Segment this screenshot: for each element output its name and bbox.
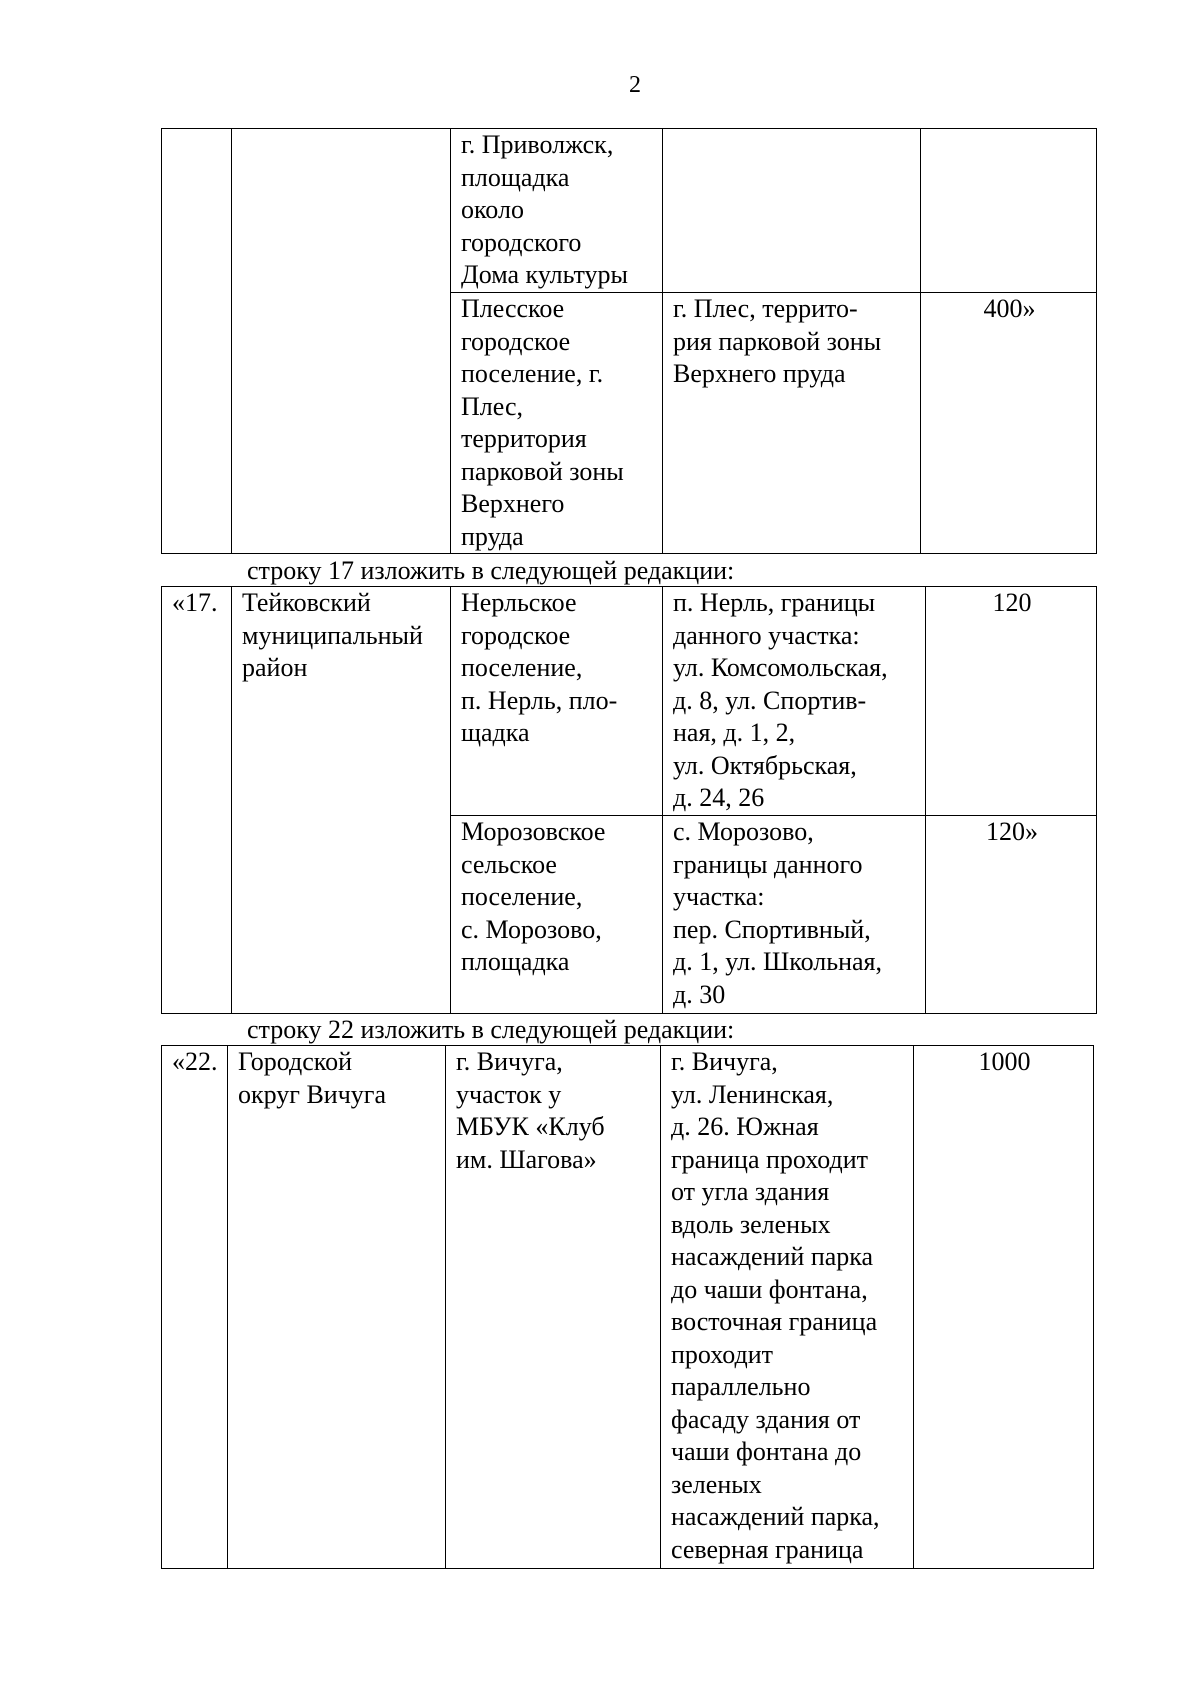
row-number-cell: «17.	[162, 587, 232, 1014]
district-cell: Тейковский муниципальный район	[232, 587, 451, 1014]
boundaries-cell: г. Вичуга, ул. Ленинская, д. 26. Южная граница проходит от угла здания вдоль зеленых насаждений парка до чаши фонтана, восточная граница проходит параллельно фасаду здания от чаши фонтана до зеленых насаждений парка, северная граница	[661, 1046, 914, 1569]
settlement-cell: Плесское городское поселение, г. Плес, территория парковой зоны Верхнего пруда	[451, 293, 663, 554]
boundaries-cell: п. Нерль, границы данного участка: ул. Комсомольская, д. 8, ул. Спортив- ная, д. 1, 2, ул. Октябрьская, д. 24, 26	[663, 587, 926, 816]
capacity-cell: 120»	[926, 816, 1097, 1014]
table-row-22	[161, 1045, 1094, 1569]
amendment-note-22: строку 22 изложить в следующей редакции:	[247, 1015, 735, 1044]
district-cell: Городской округ Вичуга	[228, 1046, 446, 1569]
district-cell	[232, 129, 451, 554]
boundaries-cell	[663, 129, 921, 293]
row-number-cell: «22.	[162, 1046, 228, 1569]
table-continuation	[161, 128, 1097, 554]
capacity-cell: 1000	[914, 1046, 1094, 1569]
amendment-note-17: строку 17 изложить в следующей редакции:	[247, 556, 735, 585]
page-number: 2	[629, 72, 641, 98]
settlement-cell: г. Приволжск, площадка около городского Дома культуры	[451, 129, 663, 293]
boundaries-cell: г. Плес, террито- рия парковой зоны Верхнего пруда	[663, 293, 921, 554]
table-row	[162, 587, 1097, 816]
table-row-17	[161, 586, 1097, 1014]
boundaries-cell: с. Морозово, границы данного участка: пер. Спортивный, д. 1, ул. Школьная, д. 30	[663, 816, 926, 1014]
settlement-cell: Нерльское городское поселение, п. Нерль, пло- щадка	[451, 587, 663, 816]
table-row	[162, 129, 1097, 293]
capacity-cell	[921, 129, 1097, 293]
row-number-cell	[162, 129, 232, 554]
settlement-cell: Морозовское сельское поселение, с. Морозово, площадка	[451, 816, 663, 1014]
table-row	[162, 1046, 1094, 1569]
capacity-cell: 400»	[921, 293, 1097, 554]
capacity-cell: 120	[926, 587, 1097, 816]
settlement-cell: г. Вичуга, участок у МБУК «Клуб им. Шагова»	[446, 1046, 661, 1569]
